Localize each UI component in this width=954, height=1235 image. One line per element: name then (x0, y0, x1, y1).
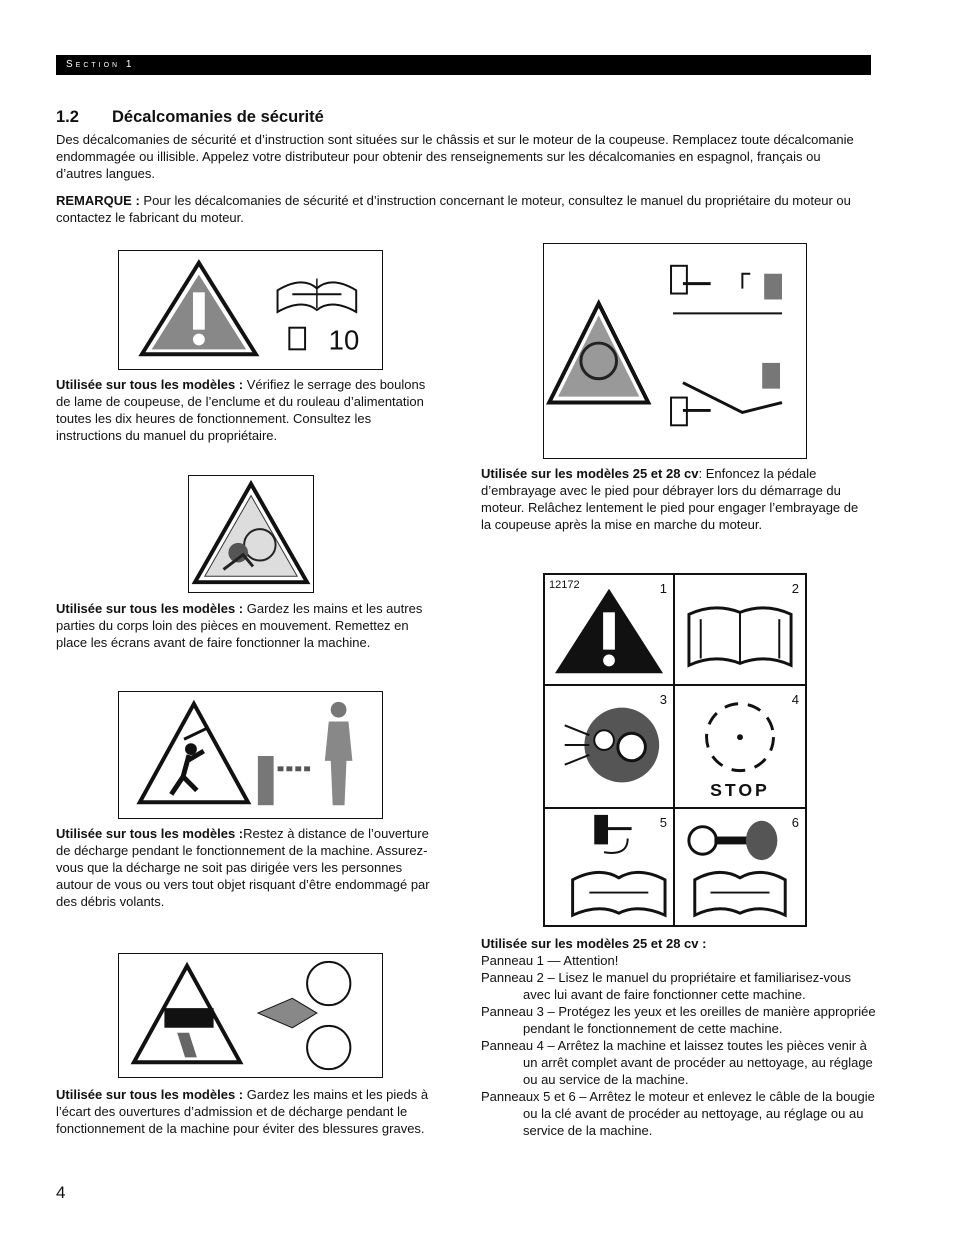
panel-number: 6 (791, 815, 799, 830)
decal-hands-feet (118, 953, 383, 1078)
section-heading-text: Décalcomanies de sécurité (112, 108, 324, 126)
decal-inspect-bolts-graphic (119, 251, 382, 369)
panel-number: 4 (791, 692, 799, 707)
panel-code: 12172 (549, 579, 580, 591)
panel-number: 3 (659, 692, 667, 707)
caption-text: Restez à distance de l’ouverture de décharge pendant le fonctionnement de la machine. Assurez-vous que la décharge ne soit pas dirigée vers les personnes autour de vous ou vers tout objet risquant d’être endommagé par des débris volants. (56, 826, 430, 909)
caption-label: Utilisée sur tous les modèles : (56, 601, 244, 616)
caption-text: Gardez les mains et les pieds à l’écart des ouvertures d’admission et de décharge pendant le fonctionnement de la machine pour éviter des blessures graves. (56, 1087, 429, 1136)
decal-ten-text: 10 (328, 324, 360, 356)
section-header-bar (56, 55, 871, 75)
panel-2 (674, 574, 806, 685)
decal-inspect-bolts-caption (56, 376, 436, 444)
panel-legend-line: Panneau 3 – Protégez les yeux et les oreilles de manière appropriée pendant le fonctionnement de cette machine. (481, 1004, 876, 1036)
panel-legend-line: Panneau 4 – Arrêtez la machine et laissez toutes les pièces venir à un arrêt complet avant de procéder au nettoyage, au réglage ou au service de la machine. (481, 1038, 873, 1087)
decal-moving-parts (188, 475, 314, 593)
caption-label: Utilisée sur tous les modèles : (56, 377, 244, 392)
caption-text: : Enfoncez la pédale d’embrayage avec le pied pour débrayer lors du démarrage du moteur. Relâchez lentement le pied pour engager l’embrayage de la coupeuse après la mise en marche du moteur. (481, 466, 859, 532)
note-text: Pour les décalcomanies de sécurité et d’instruction concernant le moteur, consultez le manuel du propriétaire du moteur ou contactez le fabricant du moteur. (56, 193, 851, 225)
section-number: 1.2 (56, 108, 79, 126)
section-label: Section 1 (66, 59, 135, 70)
spark-plug-wire-icon (545, 809, 673, 925)
panel-number: 5 (659, 815, 667, 830)
decal-discharge-distance-caption (56, 825, 441, 910)
decal-clutch-pedal-caption (481, 465, 861, 533)
caption-text: Gardez les mains et les autres parties du corps loin des pièces en mouvement. Remettez en place les écrans avant de faire fonctionner la machine. (56, 601, 423, 650)
decal-hands-feet-caption (56, 1086, 436, 1137)
note-paragraph (56, 192, 866, 226)
decal-discharge-distance (118, 691, 383, 819)
remove-key-icon (675, 809, 805, 925)
panel-legend (481, 935, 881, 1139)
decal-clutch-pedal (543, 243, 807, 459)
caption-text: Vérifiez le serrage des boulons de lame de coupeuse, de l’enclume et du rouleau d’alimentation toutes les dix heures de fonctionnement. Consultez les instructions du manuel du propriétaire. (56, 377, 426, 443)
warning-triangle-icon (545, 575, 673, 684)
caption-label: Utilisée sur les modèles 25 et 28 cv (481, 466, 699, 481)
caption-label: Utilisée sur tous les modèles : (56, 826, 244, 841)
page-number: 4 (56, 1183, 66, 1202)
intro-paragraph: Des décalcomanies de sécurité et d’instruction sont situées sur le châssis et sur le moteur de la coupeuse. Remplacez toute décalcomanie endommagée ou illisible. Appelez votre distributeur pour obtenir des renseignements sur les décalcomanies en espagnol, français ou d’autres langues. (56, 132, 854, 181)
panel-legend-line: Panneaux 5 et 6 – Arrêtez le moteur et enlevez le câble de la bougie ou la clé avant de procéder au nettoyage, au réglage ou au service de la machine. (481, 1089, 875, 1138)
decal-moving-parts-graphic (189, 476, 313, 592)
panel-6 (674, 808, 806, 926)
panel-4 (674, 685, 806, 808)
panel-legend-line: Panneau 1 — Attention! (481, 953, 619, 968)
panel-1 (544, 574, 674, 685)
decal-six-panel (543, 573, 807, 927)
panel-number: 2 (791, 581, 799, 596)
eye-ear-protection-icon (545, 686, 673, 807)
manual-book-icon (675, 575, 805, 684)
panel-legend-line: Panneau 2 – Lisez le manuel du propriétaire et familiarisez-vous avec lui avant de faire fonctionner cette machine. (481, 970, 851, 1002)
decal-inspect-bolts (118, 250, 383, 370)
panel-5 (544, 808, 674, 926)
panel-legend-heading: Utilisée sur les modèles 25 et 28 cv : (481, 936, 707, 951)
caption-label: Utilisée sur tous les modèles : (56, 1087, 244, 1102)
stop-text: STOP (710, 780, 770, 801)
decal-hands-feet-graphic (119, 954, 382, 1077)
section-title (56, 108, 324, 127)
decal-clutch-pedal-graphic (544, 244, 806, 458)
decal-moving-parts-caption (56, 600, 426, 651)
panel-3 (544, 685, 674, 808)
panel-number: 1 (659, 581, 667, 596)
decal-discharge-distance-graphic (119, 692, 382, 818)
stop-rotation-icon (675, 686, 805, 807)
note-label: REMARQUE : (56, 193, 140, 208)
